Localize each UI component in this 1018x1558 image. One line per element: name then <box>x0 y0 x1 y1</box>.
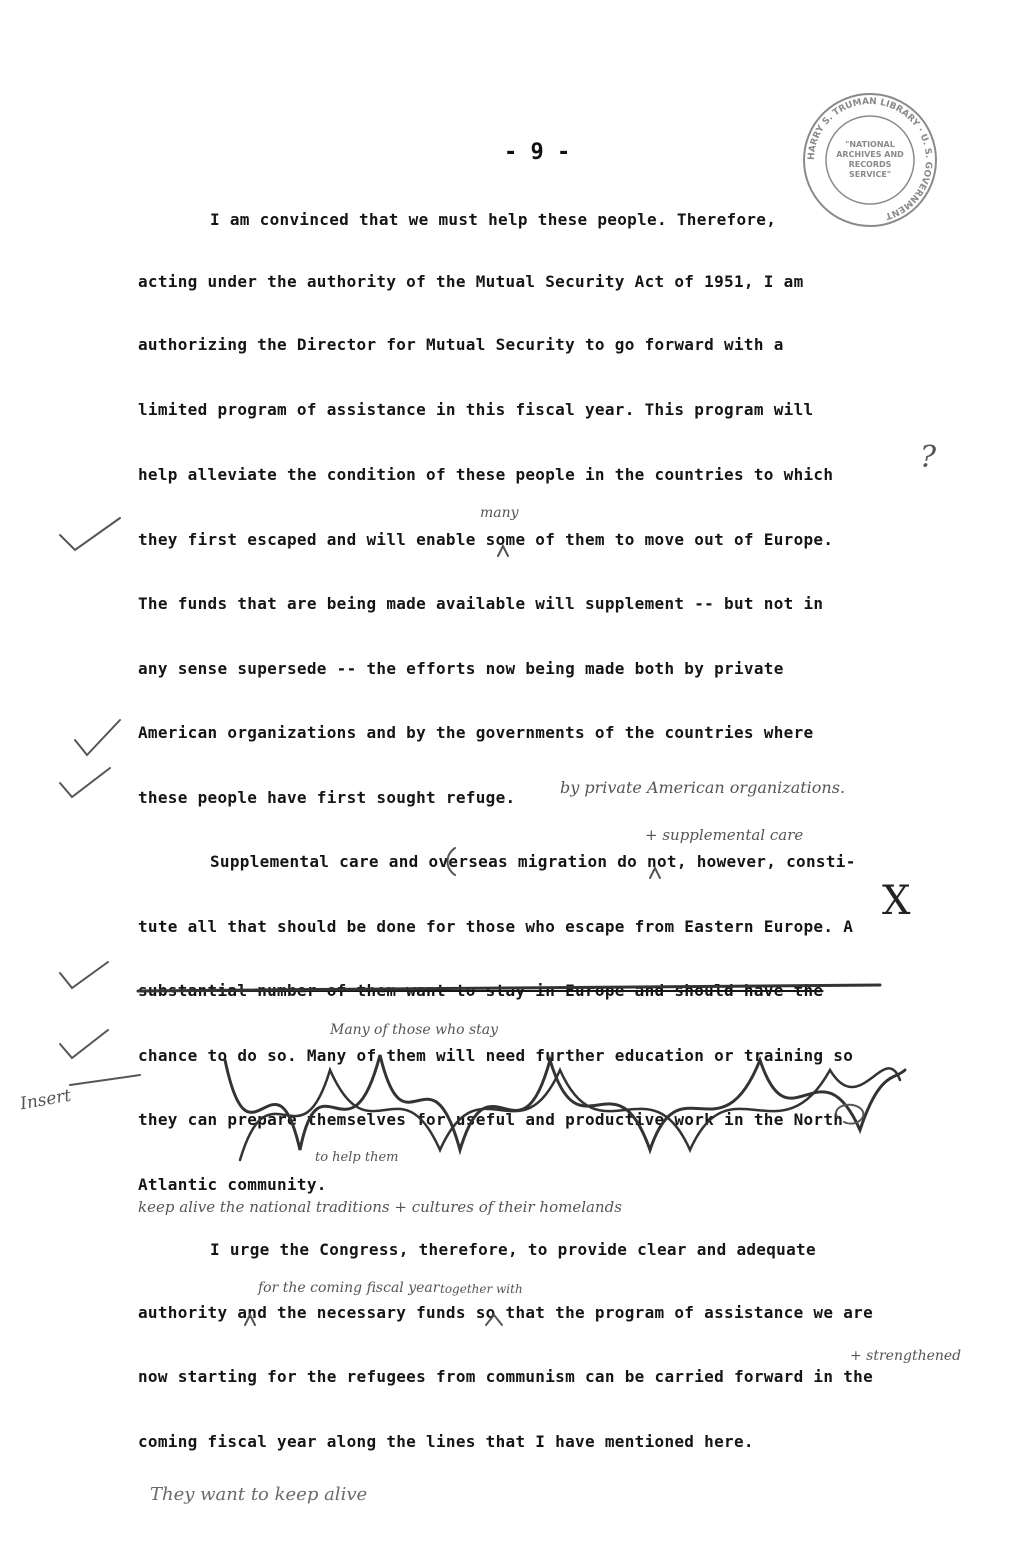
body-line-15: they can prepare themselves for useful and productive work in the North <box>138 1110 844 1129</box>
body-line-8: any sense supersede -- the efforts now being made both by private <box>138 659 784 678</box>
body-line-3: authorizing the Director for Mutual Security to go forward with a <box>138 335 784 354</box>
handwritten-insert: Insert <box>18 1085 73 1115</box>
handwritten-big-x: X <box>882 878 911 924</box>
page-number: - 9 - <box>504 140 571 165</box>
body-line-4: limited program of assistance in this fiscal year. This program will <box>138 400 814 419</box>
checkmark-4 <box>60 1030 108 1058</box>
body-line-5: help alleviate the condition of these people in the countries to which <box>138 465 834 484</box>
body-line-16: Atlantic community. <box>138 1175 327 1194</box>
handwritten-keep-alive: keep alive the national traditions + cultures of their homelands <box>138 1198 622 1216</box>
checkmark-1 <box>60 518 120 550</box>
handwritten-many-of-those: Many of those who stay <box>330 1022 499 1038</box>
stamp-outer-text: HARRY S. TRUMAN LIBRARY · U. S. GOVERNMENT <box>806 96 934 221</box>
body-line-1: I am convinced that we must help these people. Therefore, <box>210 210 777 229</box>
body-line-14: chance to do so. Many of them will need further education or training so <box>138 1046 854 1065</box>
handwritten-for-the-coming: for the coming fiscal year <box>258 1280 440 1296</box>
body-line-9: American organizations and by the governments of the countries where <box>138 723 814 742</box>
stamp-inner-text: "NATIONAL ARCHIVES AND RECORDS SERVICE" <box>836 140 904 179</box>
body-line-6: they first escaped and will enable some of them to move out of Europe. <box>138 530 834 549</box>
body-line-2: acting under the authority of the Mutual Security Act of 1951, I am <box>138 272 804 291</box>
handwritten-question-mark: ? <box>920 440 937 475</box>
body-line-17: I urge the Congress, therefore, to provide clear and adequate <box>210 1240 816 1259</box>
body-line-19: now starting for the refugees from communism can be carried forward in the <box>138 1367 874 1386</box>
insert-connector <box>70 1075 140 1085</box>
body-line-18: authority and the necessary funds so that the program of assistance we are <box>138 1303 874 1322</box>
checkmark-2 <box>60 768 110 797</box>
handwritten-they-want: They want to keep alive <box>150 1484 368 1505</box>
checkmark-5 <box>75 720 120 755</box>
checkmark-3 <box>60 962 108 988</box>
handwritten-and-strengthened: + strengthened <box>850 1348 962 1364</box>
body-line-10: these people have first sought refuge. <box>138 788 516 807</box>
handwritten-many: many <box>480 505 519 521</box>
handwritten-to-help-them: to help them <box>315 1150 399 1165</box>
scribble-1 <box>225 1055 905 1150</box>
handwritten-supplemental-care: + supplemental care <box>645 826 804 844</box>
archive-stamp <box>800 90 940 230</box>
body-line-12: tute all that should be done for those who escape from Eastern Europe. A <box>138 917 854 936</box>
handwritten-by-private: by private American organizations. <box>560 778 846 797</box>
body-line-13: substantial number of them want to stay in Europe and should have the <box>138 981 824 1000</box>
body-line-7: The funds that are being made available will supplement -- but not in <box>138 594 824 613</box>
body-line-11: Supplemental care and overseas migration do not, however, consti- <box>210 852 856 871</box>
handwritten-together-with: together with <box>440 1282 523 1296</box>
body-line-20: coming fiscal year along the lines that I have mentioned here. <box>138 1432 754 1451</box>
